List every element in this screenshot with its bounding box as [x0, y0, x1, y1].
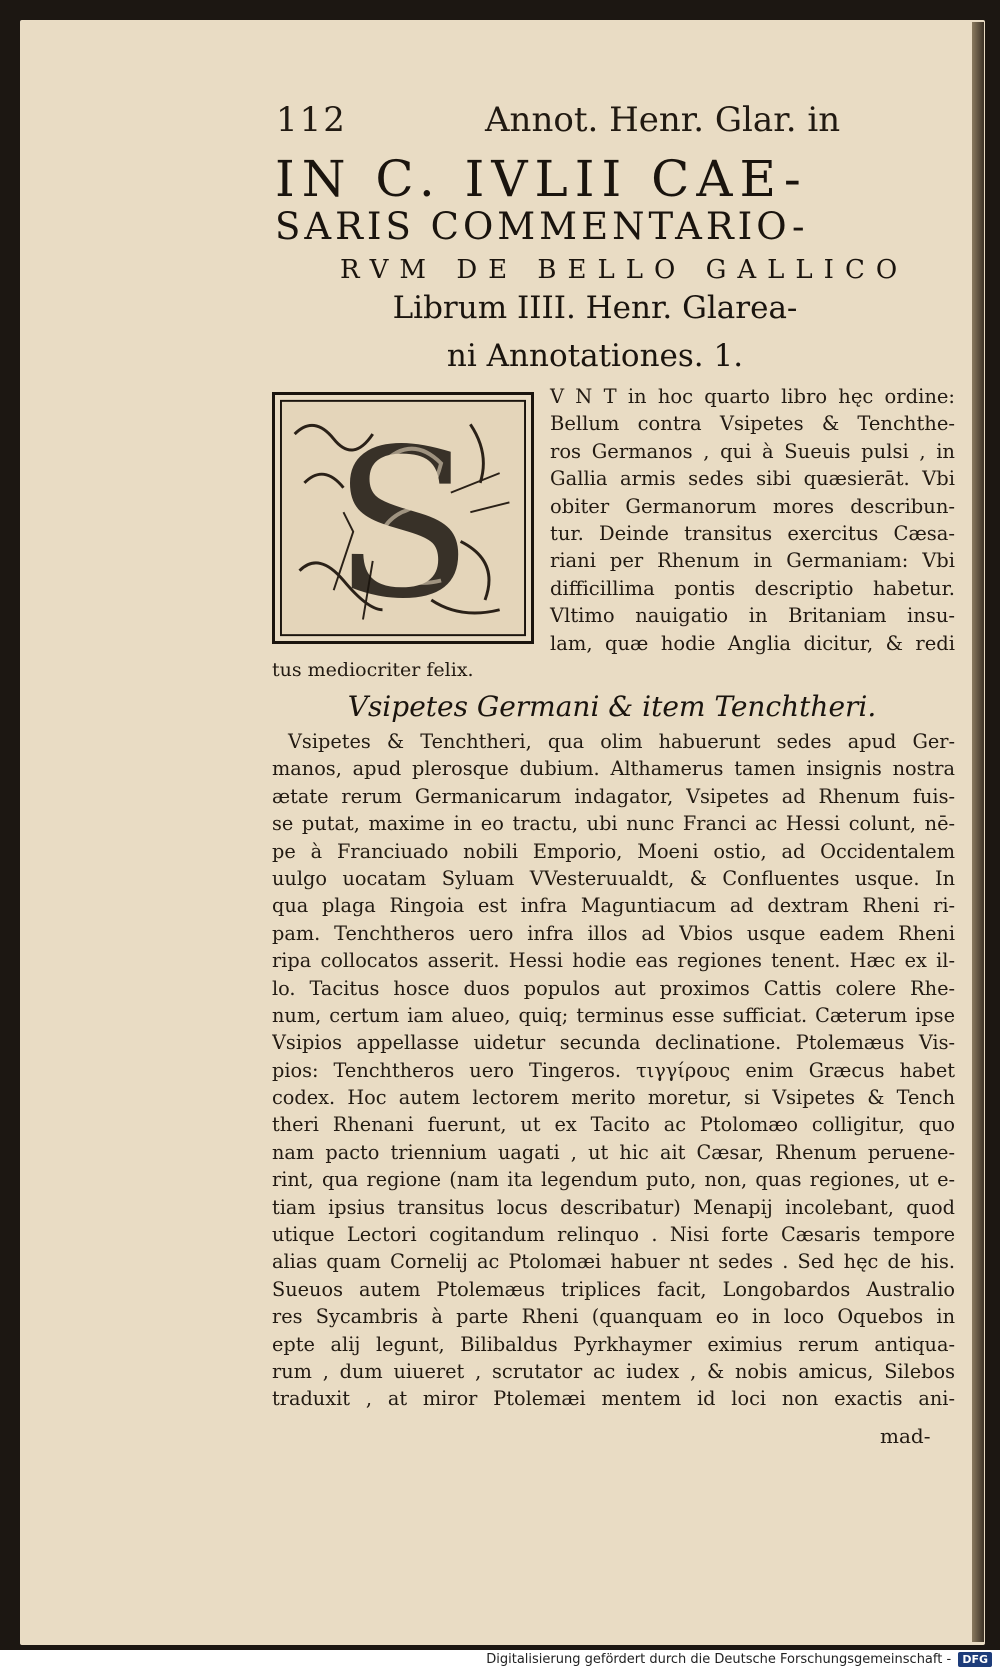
lead-text-block: [550, 383, 955, 657]
main-paragraph: [272, 728, 955, 1413]
text-line: Bellum contra Vsipetes & Tenchthe-: [550, 412, 955, 436]
folio-number: 112: [276, 100, 347, 140]
initial-letter: S: [332, 406, 474, 641]
text-line: se putat, maxime in eo tractu, ubi nunc Franci ac Hessi colunt, nē-: [272, 812, 955, 836]
text-line: manos, apud plerosque dubium. Althamerus tamen insignis nostra: [272, 757, 955, 781]
text-line: rint, qua regione (nam ita legendum puto, non, quas regiones, ut e-: [272, 1168, 955, 1192]
running-title: Annot. Henr. Glar. in: [485, 100, 841, 140]
footer-credit-text: Digitalisierung gefördert durch die Deutsche Forschungsgemeinschaft -: [486, 1652, 952, 1667]
title-line-1: IN C. IVLII CAE-: [275, 150, 808, 208]
text-line: V N T in hoc quarto libro hęc ordine:: [550, 385, 955, 408]
text-line: obiter Germanorum mores describun-: [550, 494, 955, 518]
text-line: pios: Tenchtheros uero Tingeros. τιγγίρους enim Græcus habet: [272, 1058, 955, 1082]
decorated-initial: [272, 392, 534, 644]
title-line-3: RVM DE BELLO GALLICO: [340, 255, 909, 285]
text-line: epte alij legunt, Bilibaldus Pyrkhaymer eximius rerum antiqua-: [272, 1332, 955, 1356]
text-line: ros Germanos , qui à Sueuis pulsi , in: [550, 439, 955, 463]
text-line: res Sycambris à parte Rheni (quanquam eo in loco Oquebos in: [272, 1305, 955, 1329]
text-line: rum , dum uiueret , scrutator ac iudex , & nobis amicus, Silebos: [272, 1359, 955, 1383]
title-line-4: Librum IIII. Henr. Glarea-: [392, 290, 798, 326]
text-line: lam, quæ hodie Anglia dicitur, & redi: [550, 631, 955, 655]
text-line: tur. Deinde transitus exercitus Cæsa-: [550, 521, 955, 545]
text-line: tiam ipsius transitus locus describatur) Menapij incolebant, quod: [272, 1195, 955, 1219]
text-line: num, certum iam alueo, quiq; terminus esse sufficiat. Cæterum ipse: [272, 1003, 955, 1027]
text-line: codex. Hoc autem lectorem merito moretur, si Vsipetes & Tench: [272, 1086, 955, 1110]
woodcut-initial-illustration: [275, 395, 531, 641]
text-line: pam. Tenchtheros uero infra illos ad Vbios usque eadem Rheni: [272, 921, 955, 945]
text-line: utique Lectori cogitandum relinquo . Nisi forte Cæsaris tempore: [272, 1223, 955, 1247]
digitization-footer: [486, 1652, 992, 1667]
text-line: Gallia armis sedes sibi quæsierāt. Vbi: [550, 467, 955, 491]
title-line-5: ni Annotationes. 1.: [446, 338, 744, 374]
text-line: alias quam Cornelij ac Ptolomæi habuer nt sedes . Sed hęc de his.: [272, 1250, 955, 1274]
text-line: lo. Tacitus hosce duos populos aut proximos Cattis colere Rhe-: [272, 976, 955, 1000]
dfg-logo: DFG: [958, 1652, 992, 1667]
text-line: Vltimo nauigatio in Britaniam insu-: [550, 604, 955, 628]
catchword: mad-: [880, 1424, 931, 1448]
text-line: uulgo uocatam Syluam VVesteruualdt, & Confluentes usque. In: [272, 866, 955, 890]
text-line: difficillima pontis descriptio habetur.: [550, 576, 955, 600]
text-line: Vsipetes & Tenchtheri, qua olim habuerunt sedes apud Ger-: [288, 730, 955, 753]
text-line: qua plaga Ringoia est infra Maguntiacum ad dextram Rheni ri-: [272, 894, 955, 918]
text-line: ætate rerum Germanicarum indagator, Vsipetes ad Rhenum fuis-: [272, 784, 955, 808]
section-heading: Vsipetes Germani & item Tenchtheri.: [347, 690, 877, 723]
text-line: ripa collocatos asserit. Hessi hodie eas regiones tenent. Hæc ex il-: [272, 949, 955, 973]
lead-continuation: tus mediocriter felix.: [272, 659, 474, 681]
title-line-2: SARIS COMMENTARIO-: [275, 205, 809, 248]
text-line: nam pacto triennium uagati , ut hic ait Cæsar, Rhenum peruene-: [272, 1140, 955, 1164]
text-line: traduxit , at miror Ptolemæi mentem id loci non exactis ani-: [272, 1387, 955, 1411]
text-line: pe à Franciuado nobili Emporio, Moeni ostio, ad Occidentalem: [272, 839, 955, 863]
page-header: [270, 100, 890, 144]
text-line: riani per Rhenum in Germaniam: Vbi: [550, 549, 955, 573]
text-line: Vsipios appellasse uidetur secunda declinatione. Ptolemæus Vis-: [272, 1031, 955, 1055]
page-edge-shadow: [972, 22, 984, 1642]
text-line: theri Rhenani fuerunt, ut ex Tacito ac Ptolomæo colligitur, quo: [272, 1113, 955, 1137]
text-line: Sueuos autem Ptolemæus triplices facit, Longobardos Australio: [272, 1277, 955, 1301]
